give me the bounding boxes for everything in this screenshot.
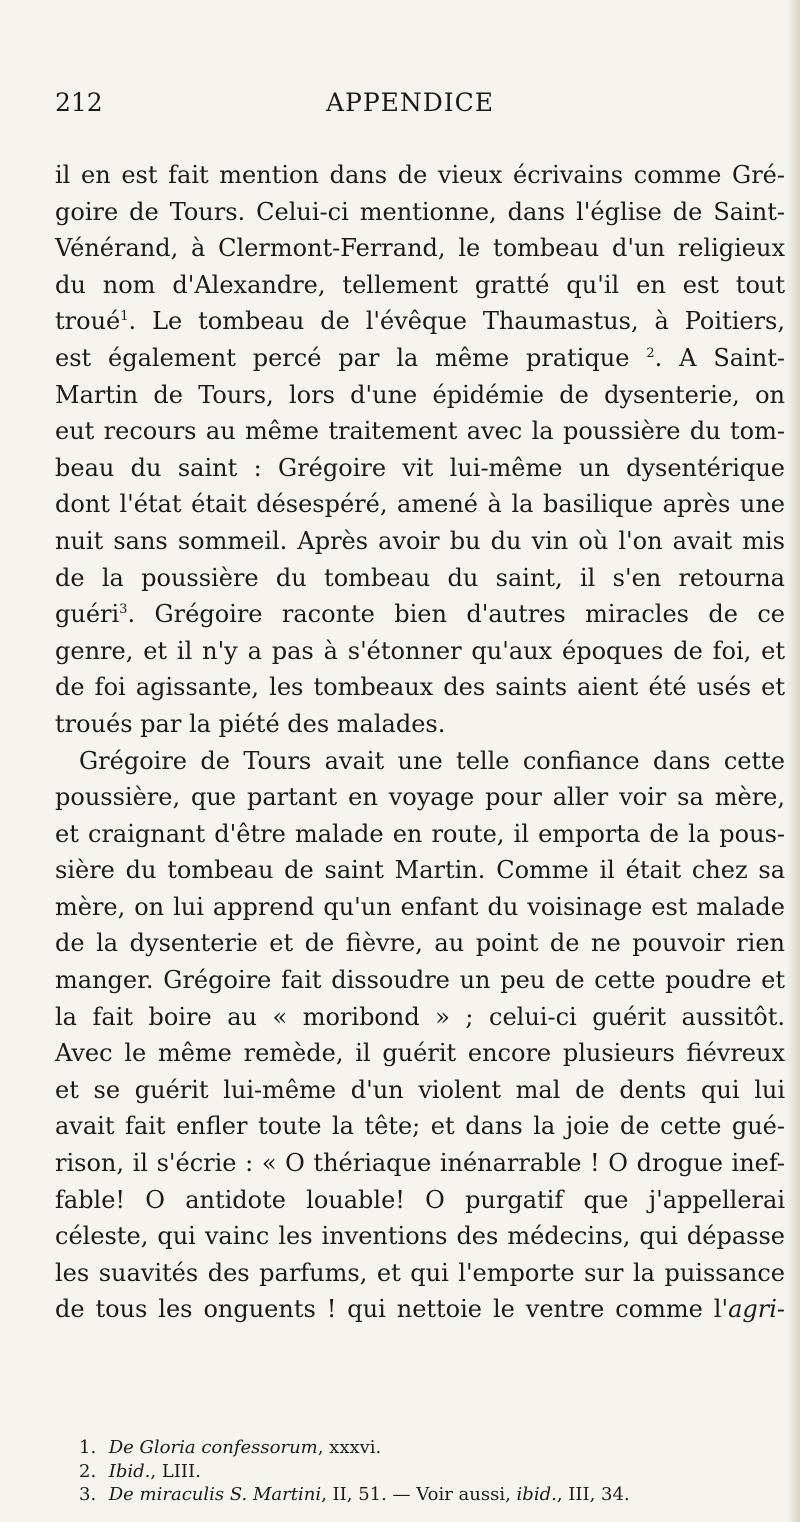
text-line: du nom d'Alexandre, tellement gratté qu'il en est tout	[55, 270, 785, 299]
footnote-ref[interactable]: 3	[119, 602, 128, 618]
text-line: eut recours au même traitement avec la poussière du tom-	[55, 417, 785, 446]
text-segment: guéri	[55, 600, 120, 629]
footnote-text: , xxxvi.	[317, 1437, 382, 1458]
text-line	[55, 1291, 785, 1328]
footnote-title: ibid.	[516, 1484, 557, 1505]
text-line: nuit sans sommeil. Après avoir bu du vin où l'on avait mis	[55, 526, 785, 555]
footnote-title: Ibid.	[108, 1460, 151, 1482]
footnote-number: 1.	[79, 1437, 97, 1458]
text-line: et se guérit lui-même d'un violent mal de dents qui lui	[55, 1075, 785, 1104]
text-line: troués par la piété des malades.	[55, 709, 446, 738]
text-line: il en est fait mention dans de vieux écrivains comme Gré-	[55, 161, 785, 189]
text-line: de la poussière du tombeau du saint, il s'en retourna	[55, 563, 785, 592]
footnote-number: 3.	[79, 1484, 97, 1505]
text-line: Grégoire de Tours avait une telle confiance dans cette	[79, 746, 785, 775]
text-line: avait fait enfler toute la tête; et dans la joie de cette gué-	[55, 1112, 785, 1141]
running-head: APPENDICE	[325, 88, 495, 117]
text-line: la fait boire au « moribond » ; celui-ci guérit aussitôt.	[55, 1002, 785, 1031]
text-line: céleste, qui vainc les inventions des médecins, qui dépasse	[55, 1222, 785, 1251]
footnote-text: , III, 34.	[556, 1484, 630, 1505]
text-line	[55, 596, 785, 633]
text-line: genre, et il n'y a pas à s'étonner qu'aux époques de foi, et	[55, 636, 785, 665]
text-line: Martin de Tours, lors d'une épidémie de dysenterie, on	[55, 380, 785, 409]
text-line: sière du tombeau de saint Martin. Comme il était chez sa	[55, 856, 785, 885]
footnote-1	[55, 1436, 785, 1460]
text-segment: troué	[55, 307, 121, 336]
text-segment-italic: agri-	[728, 1295, 785, 1324]
page-header	[55, 88, 765, 128]
text-line: goire de Tours. Celui-ci mentionne, dans l'église de Saint-	[55, 197, 785, 226]
footnote-title: De miraculis S. Martini	[108, 1484, 322, 1505]
text-line: Avec le même remède, il guérit encore plusieurs fiévreux	[55, 1039, 785, 1068]
footnote-ref[interactable]: 2	[646, 345, 655, 361]
text-segment: . Le tombeau de l'évêque Thaumastus, à Poitiers,	[128, 307, 785, 336]
text-line: beau du saint : Grégoire vit lui-même un dysentérique	[55, 453, 785, 482]
text-segment: est également percé par la même pratique	[55, 343, 630, 372]
text-line: manger. Grégoire fait dissoudre un peu de cette poudre et	[55, 966, 785, 995]
text-line: Vénérand, à Clermont-Ferrand, le tombeau d'un religieux	[55, 234, 785, 263]
text-segment: de tous les onguents ! qui nettoie le ventre comme l'	[55, 1295, 729, 1324]
text-line	[55, 303, 785, 340]
text-line: les suavités des parfums, et qui l'emporte sur la puissance	[55, 1258, 785, 1287]
footnote-3	[55, 1483, 785, 1507]
text-line: de la dysenterie et de fièvre, au point de ne pouvoir rien	[55, 929, 785, 958]
footnote-ref[interactable]: 1	[120, 309, 129, 325]
text-line: mère, on lui apprend qu'un enfant du voisinage est malade	[55, 892, 785, 921]
footnote-title: De Gloria confessorum	[108, 1437, 318, 1458]
footnote-2	[55, 1460, 785, 1484]
text-line: et craignant d'être malade en route, il emporta de la pous-	[55, 819, 785, 848]
text-line: rison, il s'écrie : « O thériaque inénarrable ! O drogue inef-	[55, 1149, 785, 1178]
page-edge-shadow	[786, 0, 800, 1522]
body-text	[55, 157, 785, 1328]
text-line: poussière, que partant en voyage pour aller voir sa mère,	[55, 783, 785, 812]
text-segment: . A Saint-	[654, 343, 785, 372]
text-line	[55, 340, 785, 377]
text-segment: . Grégoire raconte bien d'autres miracles de ce	[127, 600, 785, 629]
text-line: dont l'état était désespéré, amené à la basilique après une	[55, 490, 785, 519]
text-line: fable! O antidote louable! O purgatif que j'appellerai	[55, 1185, 785, 1214]
footnote-number: 2.	[79, 1460, 97, 1482]
footnotes	[55, 1436, 785, 1507]
footnote-text: , LIII.	[150, 1460, 201, 1482]
footnote-text: , II, 51. — Voir aussi,	[321, 1484, 517, 1505]
page-number: 212	[55, 88, 103, 117]
text-line: de foi agissante, les tombeaux des saints aient été usés et	[55, 673, 785, 702]
